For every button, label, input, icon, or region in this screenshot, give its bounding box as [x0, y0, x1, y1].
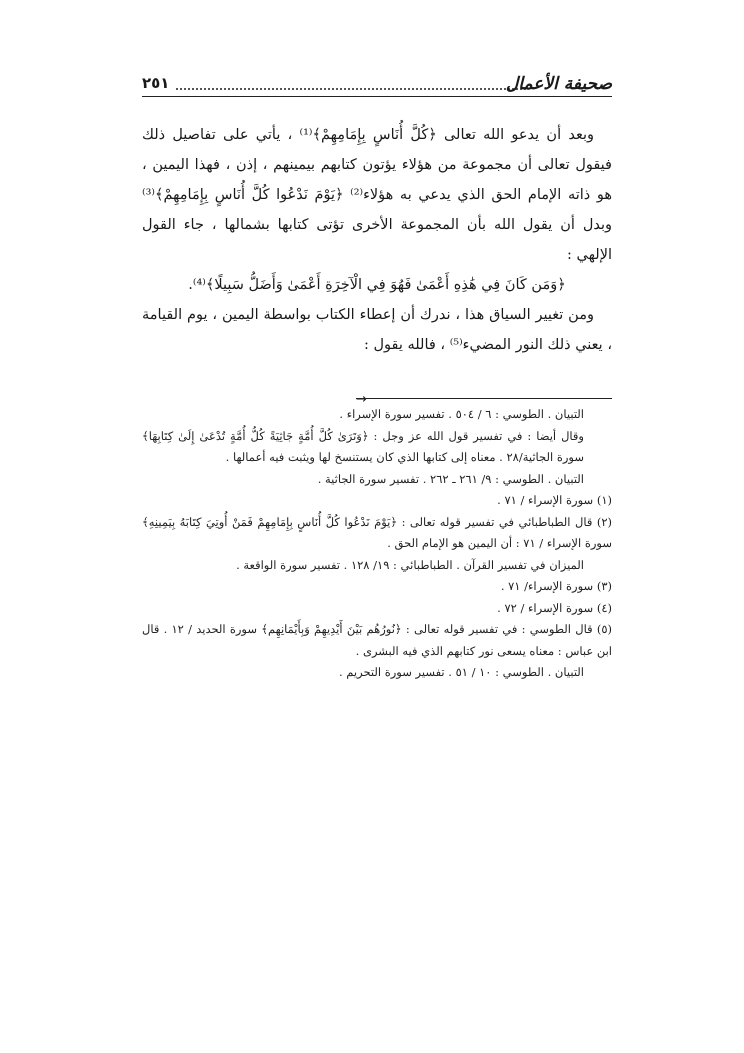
footnote-1: (١) سورة الإسراء / ٧١ . [497, 493, 612, 507]
footnotes [142, 404, 612, 684]
running-title: صحيفة الأعمال [505, 74, 612, 94]
footnote-continued-3: التبيان . الطوسي : ٩/ ٢٦١ ـ ٢٦٢ . تفسير سورة الجاثية . [317, 471, 584, 486]
footnote-continued-2: وقال أيضا : في تفسير قول الله عز وجل : ﴿وَتَرَىٰ كُلَّ أُمَّةٍ جَاثِيَةً كُلُّ أُمَّةٍ تُدْعَىٰ إِلَىٰ كِتَابِهَا﴾ سورة الجاثية/٢٨ . معناه إلى كتابها الذي كان يستنسخ لها ويثبت فيه أعمالها . [142, 428, 584, 464]
footnote-continued-1: التبيان . الطوسي : ٦ / ٥٠٤ . تفسير سورة الإسراء . [339, 407, 584, 421]
leader-dots [176, 88, 526, 90]
footnote-3: (٣) سورة الإسراء/ ٧١ . [500, 579, 612, 593]
main-text [142, 120, 612, 360]
footnote-2-source: الميزان في تفسير القرآن . الطباطبائي : ١٩/ ١٢٨ . تفسير سورة الواقعة . [236, 557, 584, 572]
continuation-arrow-icon: → [356, 392, 367, 407]
page-number: ٢٥١ [142, 74, 170, 92]
paragraph-2: ومن تغيير السياق هذا ، ندرك أن إعطاء الكتاب بواسطة اليمين ، يوم القيامة ، يعني ذلك النور المضيء⁽⁵⁾ ، فالله يقول : [142, 307, 612, 353]
footnote-5: (٥) قال الطوسي : في تفسير قوله تعالى : ﴿نُورُهُم بَيْنَ أَيْدِيهِمْ وَبِأَيْمَانِهِم﴾ سورة الحديد / ١٢ . قال ابن عباس : معناه يسعى نور كتابهم الذي فيه البشرى . [142, 622, 613, 658]
footnote-4: (٤) سورة الإسراء / ٧٢ . [497, 600, 612, 615]
footnote-separator [356, 398, 612, 399]
page-header [142, 66, 612, 97]
footnote-5-source: التبيان . الطوسي : ١٠ / ٥١ . تفسير سورة التحريم . [338, 665, 584, 679]
quran-verse: ﴿وَمَن كَانَ فِي هَٰذِهِ أَعْمَىٰ فَهُوَ فِي الْآخِرَةِ أَعْمَىٰ وَأَضَلُّ سَبِيلًا﴾⁽⁴⁾. [188, 277, 566, 293]
paragraph-1: وبعد أن يدعو الله تعالى ﴿كُلَّ أُنَاسٍ بِإِمَامِهِمْ﴾⁽¹⁾ ، يأتي على تفاصيل ذلك فيقول تعالى أن مجموعة من هؤلاء يؤتون كتابهم بيمينهم ، إذن ، فهذا اليمين ، هو ذاته الإمام الحق الذي يدعي به هؤلاء⁽²⁾ ﴿يَوْمَ نَدْعُوا كُلَّ أُنَاسٍ بِإِمَامِهِمْ﴾⁽³⁾ وبدل أن يقول الله بأن المجموعة الأخرى تؤتى كتابها بشمالها ، جاء القول الإلهي : [142, 127, 612, 263]
footnote-2: (٢) قال الطباطبائي في تفسير قوله تعالى : ﴿يَوْمَ نَدْعُوا كُلَّ أُنَاسٍ بِإِمَامِهِمْ فَمَنْ أُوتِيَ كِتَابَهُ بِيَمِينِهِ﴾ سورة الإسراء / ٧١ : أن اليمين هو الإمام الحق . [142, 514, 612, 550]
